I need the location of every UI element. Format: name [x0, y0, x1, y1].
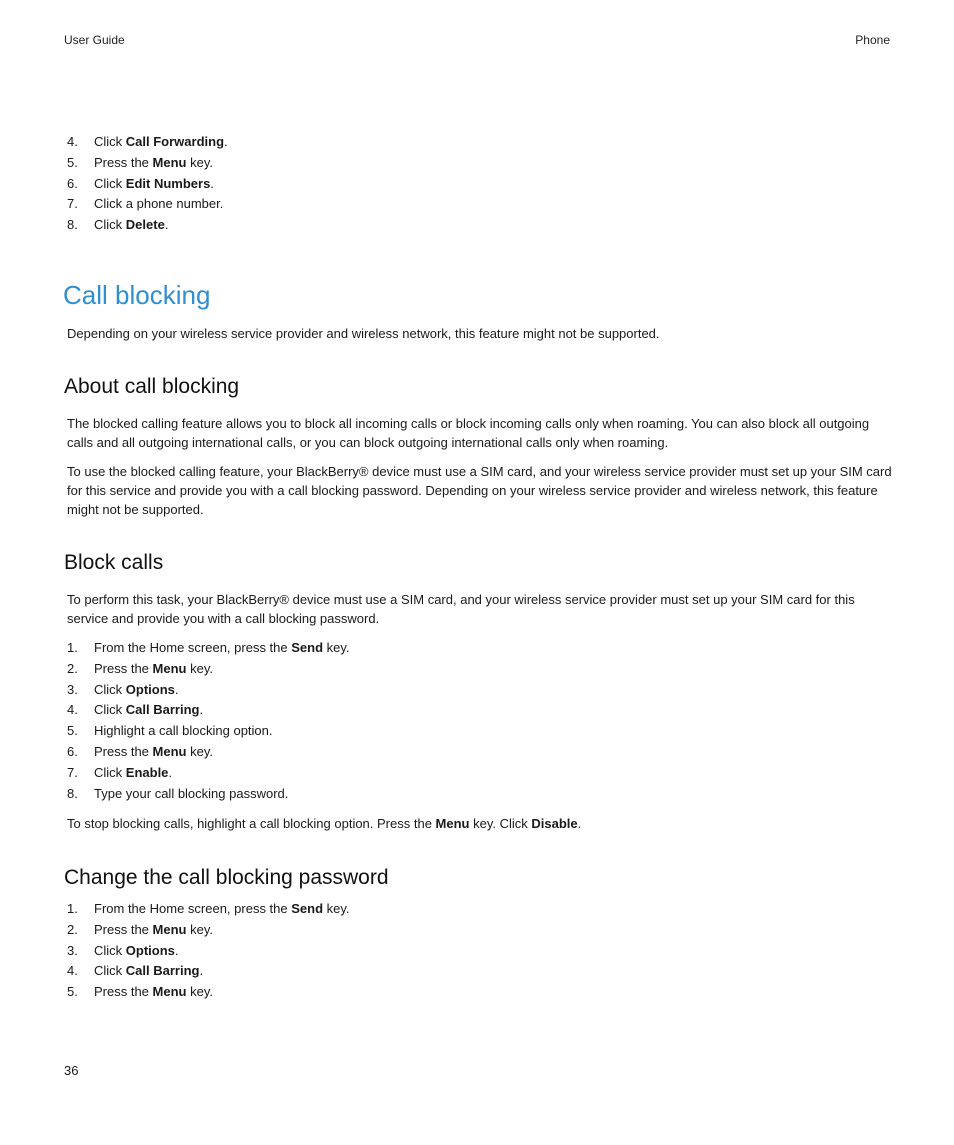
stop-keyword-disable: Disable	[531, 816, 578, 831]
step-text: From the Home screen, press the	[94, 901, 292, 916]
step-text: key.	[186, 984, 213, 1000]
step-text: key.	[186, 743, 213, 759]
step-text: Press the	[94, 154, 153, 170]
step-text: Press the	[94, 660, 153, 676]
step-text: Click	[94, 764, 126, 780]
list-item	[67, 961, 350, 982]
change-password-steps-list	[67, 899, 350, 1003]
step-keyword: Edit Numbers	[125, 175, 211, 191]
step-keyword: Options	[125, 681, 175, 697]
step-text: Press the	[94, 984, 153, 1000]
step-text: .	[224, 134, 228, 149]
list-item	[67, 982, 350, 1003]
step-keyword: Menu	[152, 921, 187, 937]
step-text: From the Home screen, press the	[94, 640, 292, 655]
step-text: Click	[94, 942, 126, 958]
step-keyword: Send	[291, 901, 324, 916]
step-number: 5.	[67, 984, 78, 1000]
list-item	[67, 153, 228, 174]
running-header-section: Phone	[855, 33, 890, 47]
step-number: 2.	[67, 660, 78, 676]
step-text: key.	[186, 154, 213, 170]
step-text: Click	[94, 963, 126, 979]
step-keyword: Call Barring	[125, 702, 200, 718]
list-item	[67, 700, 350, 721]
page-number: 36	[64, 1063, 79, 1078]
step-text: .	[168, 764, 173, 780]
list-item	[67, 899, 350, 920]
step-number: 8.	[67, 785, 78, 801]
list-item	[67, 638, 350, 659]
step-text: key.	[186, 921, 213, 937]
call-blocking-note: Depending on your wireless service provider and wireless network, this feature might not be supported.	[67, 326, 660, 341]
step-text: Click	[94, 681, 126, 697]
step-keyword: Menu	[152, 660, 187, 676]
step-keyword: Menu	[152, 984, 187, 1000]
list-item	[67, 680, 350, 701]
running-header-title: User Guide	[64, 33, 125, 47]
step-keyword: Enable	[125, 764, 169, 780]
step-keyword: Menu	[152, 743, 187, 759]
list-item	[67, 659, 350, 680]
step-keyword: Delete	[125, 217, 165, 233]
step-number: 7.	[67, 764, 78, 780]
step-text: .	[174, 681, 179, 697]
step-keyword: Call Forwarding	[125, 134, 225, 149]
step-keyword: Call Barring	[125, 963, 200, 979]
step-number: 3.	[67, 942, 78, 958]
stop-keyword-menu: Menu	[435, 816, 470, 831]
section-title-about-call-blocking: About call blocking	[64, 375, 240, 398]
list-item	[67, 920, 350, 941]
step-number: 4.	[67, 134, 78, 149]
step-number: 1.	[67, 901, 78, 916]
step-text: Click	[94, 702, 126, 718]
step-number: 6.	[67, 175, 78, 191]
step-text: Click a phone number.	[94, 196, 224, 212]
step-text: Click	[94, 134, 126, 149]
step-text: .	[210, 175, 214, 191]
step-text: .	[199, 963, 204, 979]
stop-blocking-note	[67, 814, 893, 833]
step-number: 4.	[67, 963, 78, 979]
step-text: .	[164, 217, 169, 233]
step-text: Highlight a call blocking option.	[94, 723, 273, 739]
list-item	[67, 763, 350, 784]
step-number: 5.	[67, 723, 78, 739]
step-keyword: Menu	[152, 154, 187, 170]
step-text: .	[174, 942, 179, 958]
step-text: Press the	[94, 921, 153, 937]
list-item	[67, 194, 228, 215]
step-text: Type your call blocking password.	[94, 785, 289, 801]
block-calls-steps-list	[67, 638, 350, 804]
step-text: Press the	[94, 743, 153, 759]
step-text: .	[199, 702, 204, 718]
step-text: Click	[94, 217, 126, 233]
list-item	[67, 784, 350, 805]
list-item	[67, 174, 228, 195]
list-item	[67, 215, 228, 236]
about-paragraph-1: The blocked calling feature allows you to block all incoming calls or block incoming calls only when roaming. You can also block all outgoing calls and all outgoing international calls, or you can block outgoing international calls only when roaming.	[67, 416, 870, 450]
step-text: key.	[323, 901, 350, 916]
step-number: 3.	[67, 681, 78, 697]
step-number: 6.	[67, 743, 78, 759]
block-calls-intro: To perform this task, your BlackBerry® device must use a SIM card, and your wireless service provider must set up your SIM card for this service and provide you with a call blocking password.	[67, 592, 855, 626]
step-text: key.	[323, 640, 350, 655]
step-number: 5.	[67, 154, 78, 170]
section-title-call-blocking: Call blocking	[63, 280, 211, 310]
step-number: 1.	[67, 640, 78, 655]
step-text: Click	[94, 175, 126, 191]
step-keyword: Send	[291, 640, 324, 655]
step-number: 2.	[67, 921, 78, 937]
step-number: 8.	[67, 217, 78, 233]
step-number: 4.	[67, 702, 78, 718]
list-item	[67, 132, 228, 153]
stop-text: .	[577, 816, 582, 831]
stop-text: To stop blocking calls, highlight a call blocking option. Press the	[67, 816, 436, 831]
step-keyword: Options	[125, 942, 175, 958]
list-item	[67, 742, 350, 763]
step-number: 7.	[67, 196, 78, 212]
intro-steps-list	[67, 132, 228, 236]
list-item	[67, 721, 350, 742]
stop-text: key. Click	[469, 816, 532, 831]
about-paragraph-2: To use the blocked calling feature, your BlackBerry® device must use a SIM card, and your wireless service provider must set up your SIM card for this service and provide you with a call blocking password. Depending on your wireless service provider and wireless network, this feature might not be supported.	[67, 464, 892, 517]
section-title-change-password: Change the call blocking password	[64, 866, 389, 889]
step-text: key.	[186, 660, 213, 676]
list-item	[67, 941, 350, 962]
section-title-block-calls: Block calls	[64, 551, 164, 574]
